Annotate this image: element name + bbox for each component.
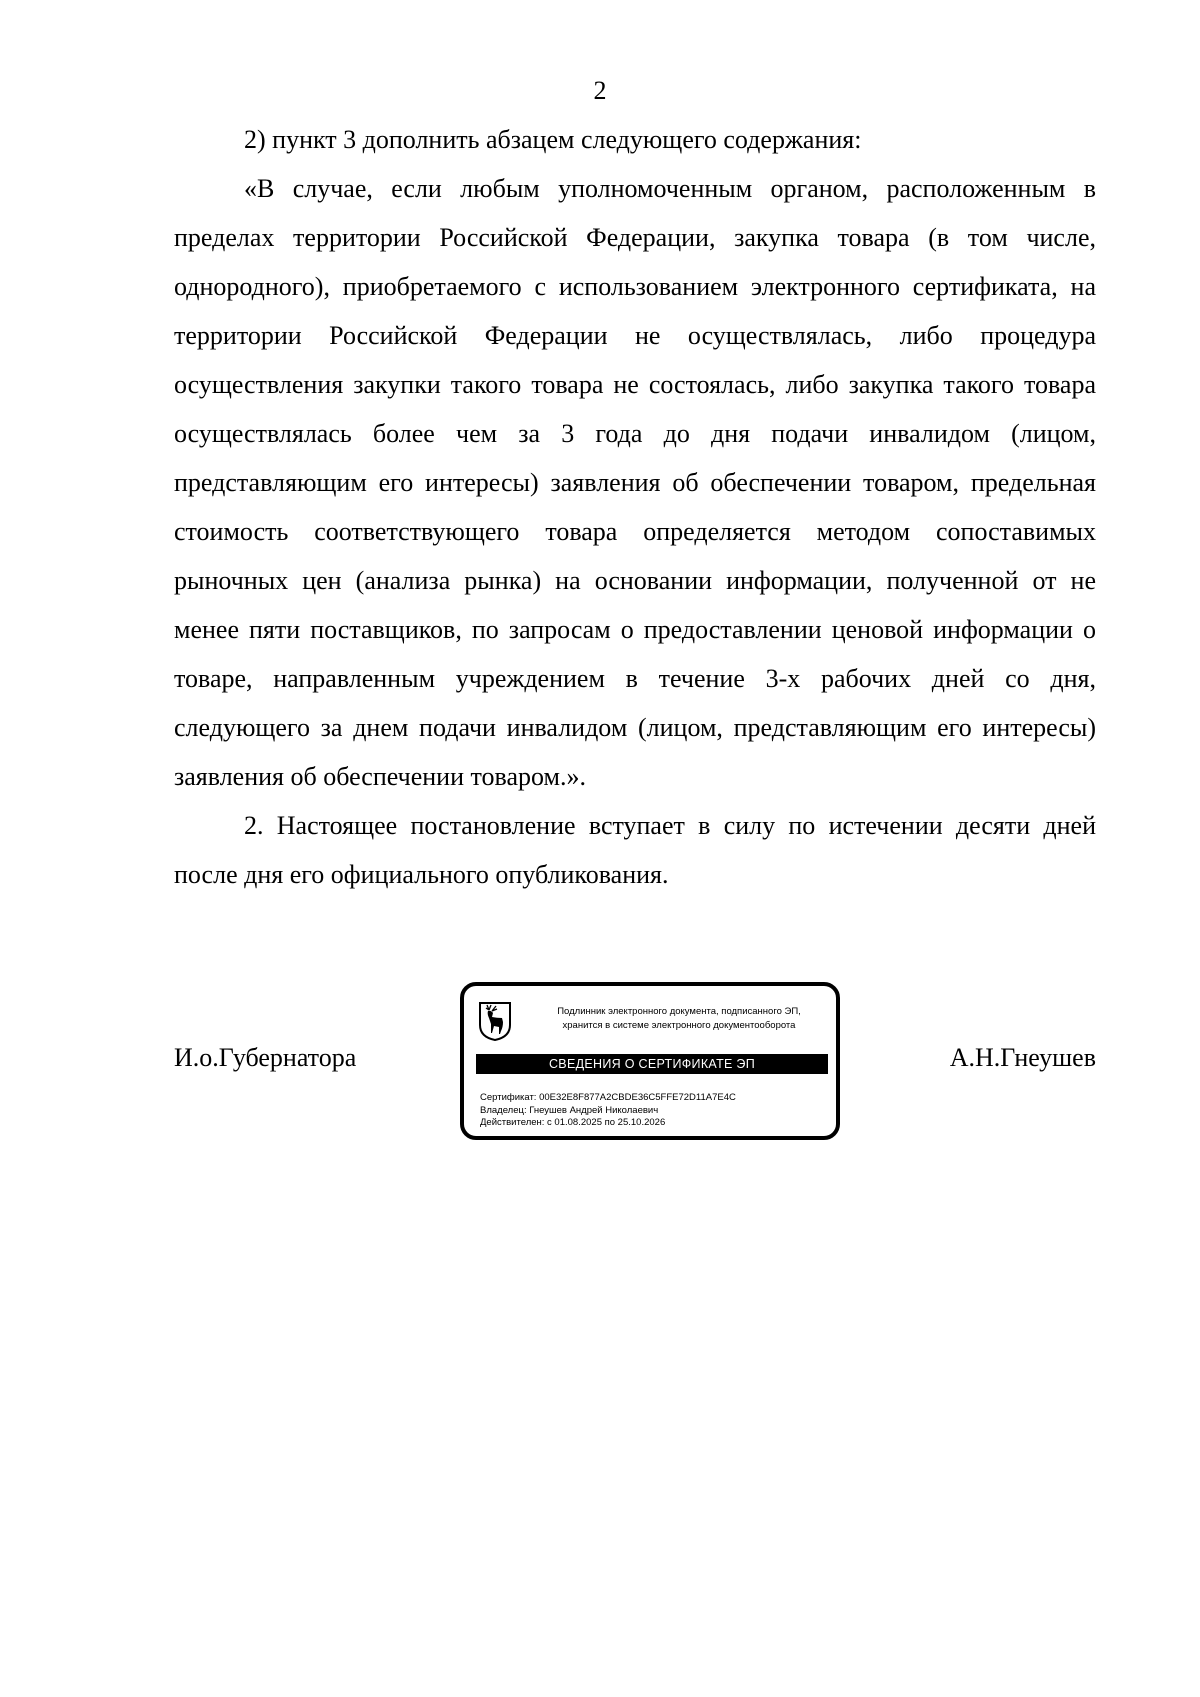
signatory-name: А.Н.Гнеушев (949, 1043, 1096, 1072)
stamp-owner: Владелец: Гнеушев Андрей Николаевич (480, 1104, 659, 1116)
deer-coat-of-arms-icon (477, 1000, 513, 1042)
paragraph-effective-date: 2. Настоящее постановление вступает в силу по истечении десяти дней после дня его официального опубликования. (174, 811, 1096, 889)
paragraph-amendment-intro: 2) пункт 3 дополнить абзацем следующего содержания: (244, 125, 862, 154)
page-number: 2 (593, 76, 607, 105)
paragraph-amendment-text: «В случае, если любым уполномоченным органом, расположенным в пределах территории Российской Федерации, закупка товара (в том числе, однородного), приобретаемого с использованием электронного сертификата, на территории Российской Федерации не осуществлялась, либо процедура осуществления закупки такого товара не состоялась, либо закупка такого товара осуществлялась более чем за 3 года до дня подачи инвалидом (лицом, представляющим его интересы) заявления об обеспечении товаром, предельная стоимость соответствующего товара определяется методом сопоставимых рыночных цен (анализа рынка) на основании информации, полученной от не менее пяти поставщиков, по запросам о предоставлении ценовой информации о товаре, направленным учреждением в течение 3-х рабочих дней со дня, следующего за днем подачи инвалидом (лицом, представляющим его интересы) заявления об обеспечении товаром.». (174, 174, 1096, 791)
stamp-certificate: Сертификат: 00E32E8F877A2CBDE36C5FFE72D11A7E4C (480, 1092, 736, 1103)
document-body (174, 115, 1096, 899)
stamp-details (480, 1092, 736, 1130)
signatory-title: И.о.Губернатора (174, 1043, 357, 1072)
stamp-validity: Действителен: с 01.08.2025 по 25.10.2026 (480, 1117, 666, 1128)
stamp-note-line-2: хранится в системе электронного документооборота (562, 1020, 796, 1031)
stamp-note-line-1: Подлинник электронного документа, подписанного ЭП, (557, 1006, 801, 1017)
electronic-signature-stamp (460, 982, 840, 1140)
stamp-note (534, 1005, 824, 1033)
stamp-header: СВЕДЕНИЯ О СЕРТИФИКАТЕ ЭП (476, 1054, 828, 1074)
